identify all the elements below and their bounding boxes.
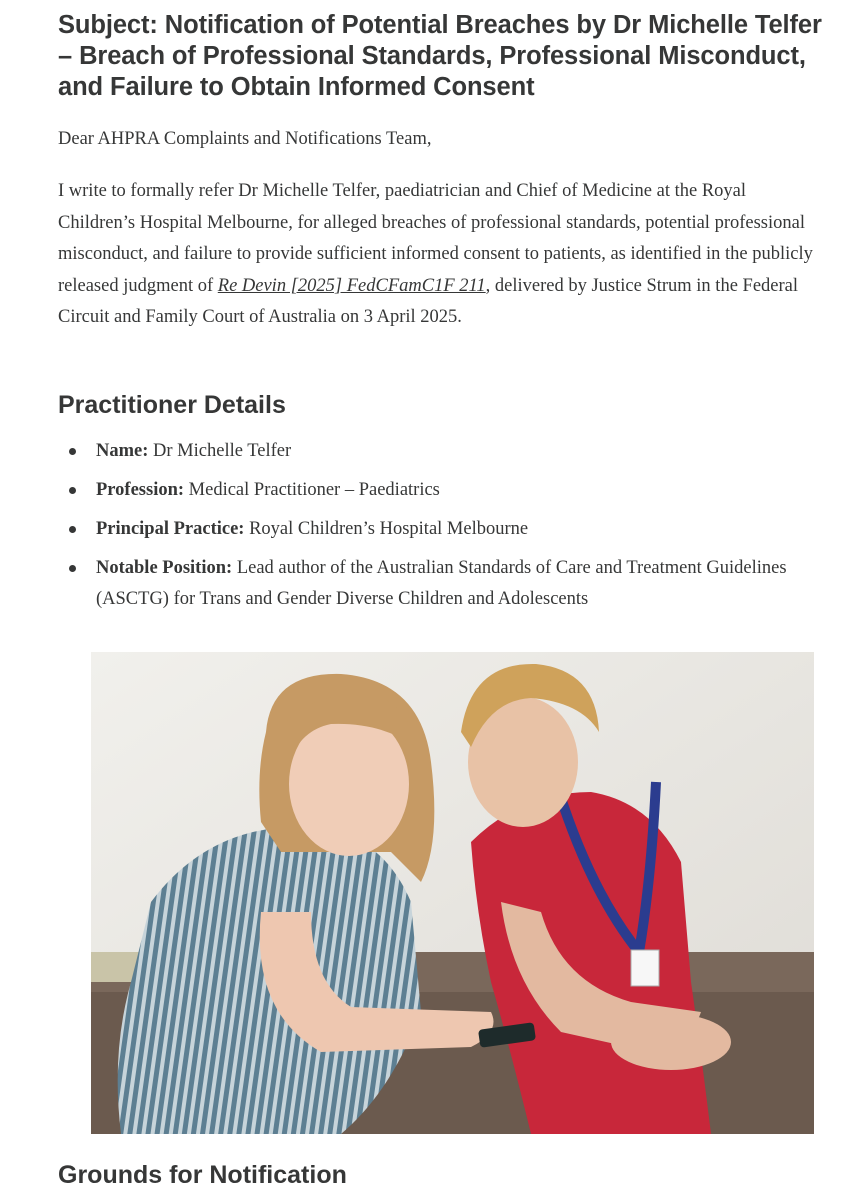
- photo-illustration: [91, 652, 814, 1134]
- detail-value: Dr Michelle Telfer: [153, 441, 292, 461]
- intro-text-after: , delivered by Justice Strum in the Federal Circuit and Family Court of Australia on 3 April 2025.: [58, 275, 799, 327]
- bullet-icon: [69, 487, 76, 494]
- detail-label: Principal Practice:: [96, 519, 245, 539]
- detail-label: Notable Position:: [96, 558, 233, 578]
- case-citation-link[interactable]: Re Devin [2025] FedCFamC1F 211: [217, 275, 486, 296]
- intro-text-before: I write to formally refer Dr Michelle Telfer, paediatrician and Chief of Medicine at the Royal Children’s Hospital Melbourne, for alleged breaches of professional standards, potential professional misconduct, and failure to provide sufficient informed consent to patients, as identified in the publicly released judgment of: [58, 181, 813, 296]
- practitioner-details-heading: Practitioner Details: [58, 391, 286, 419]
- detail-value: Lead author of the Australian Standards of Care and Treatment Guidelines (ASCTG) for Trans and Gender Diverse Children and Adolescents: [96, 558, 787, 609]
- bullet-icon: [69, 448, 76, 455]
- detail-item-profession: [58, 475, 828, 506]
- detail-label: Profession:: [96, 480, 185, 500]
- salutation: Dear AHPRA Complaints and Notifications Team,: [58, 129, 432, 149]
- detail-item-name: [58, 436, 828, 467]
- practitioner-details-list: [58, 436, 828, 623]
- subject-heading: Subject: Notification of Potential Breaches by Dr Michelle Telfer – Breach of Professional Standards, Professional Misconduct, and Failure to Obtain Informed Consent: [58, 11, 822, 101]
- detail-label: Name:: [96, 441, 149, 461]
- detail-item-practice: [58, 514, 828, 545]
- detail-item-position: [58, 553, 828, 615]
- detail-value: Royal Children’s Hospital Melbourne: [249, 519, 529, 539]
- intro-paragraph: [58, 176, 823, 334]
- bullet-icon: [69, 565, 76, 572]
- article-photo: [91, 652, 814, 1134]
- detail-value: Medical Practitioner – Paediatrics: [188, 480, 440, 500]
- bullet-icon: [69, 526, 76, 533]
- grounds-heading: Grounds for Notification: [58, 1161, 347, 1189]
